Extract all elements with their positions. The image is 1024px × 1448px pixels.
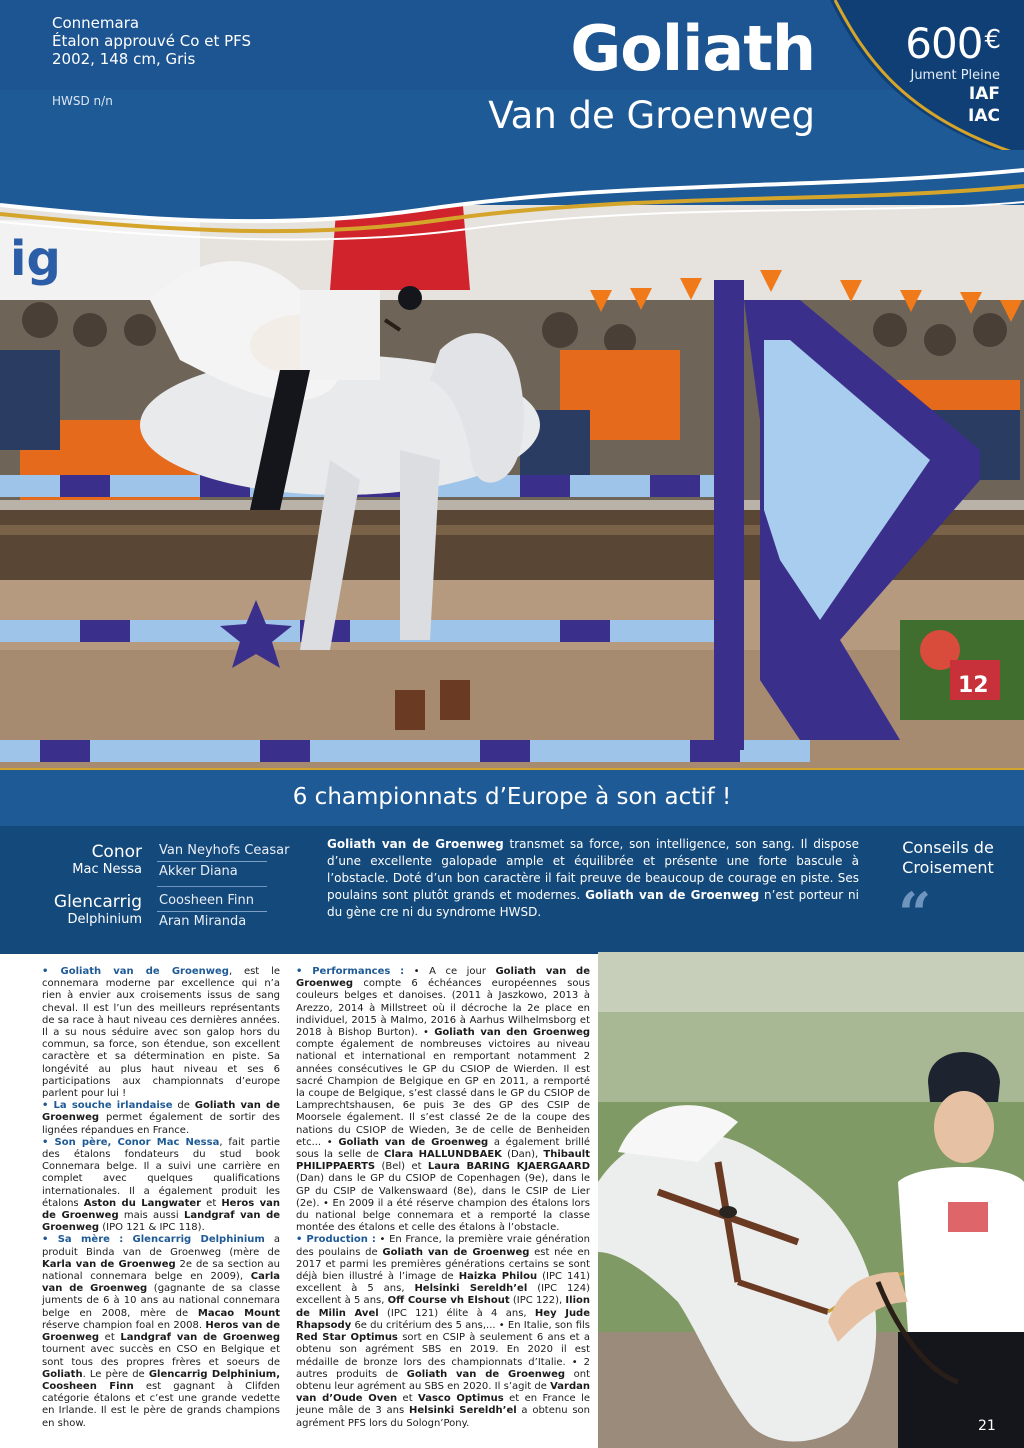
para-text: et: [201, 1197, 222, 1209]
para-bold: Goliath van de Groenweg: [382, 1246, 530, 1258]
show-jumping-illustration: [0, 180, 1024, 770]
para-bold: Goliath van de Groenweg: [42, 1100, 280, 1124]
granddam-paternal: Akker Diana: [159, 864, 238, 879]
para-text: de: [172, 1100, 195, 1112]
grandsire-maternal: Coosheen Finn: [159, 893, 254, 908]
para-bold: Thibault PHILIPPAERTS: [296, 1149, 590, 1173]
para-text: sort en CSIP à seulement 6 ans et a obtenu son agrément SBS en 2019. En 2020 il est médaille de bronze lors des championnats d’Italie. • 2 autres produits de: [296, 1332, 590, 1380]
paragraph-performances: [296, 966, 590, 1234]
para-text: • A ce jour: [404, 966, 496, 977]
para-bold: Helsinki Sereldh’el: [409, 1405, 517, 1417]
para-text: et: [397, 1393, 419, 1405]
tag-iac: IAC: [968, 106, 1000, 126]
para-bold: Karla van de Groenweg: [42, 1258, 176, 1270]
para-bold: Goliath van de Groenweg: [296, 966, 591, 990]
para-text: réserve champion foal en 2008.: [42, 1319, 206, 1331]
para-text: 2e de sa section au national connemara belge en 2009),: [42, 1258, 280, 1283]
text-column-left: [42, 966, 280, 1430]
para-text: (gagnante de sa classe juments de 6 à 10 ans au national connemara belge en 2008, mère de: [42, 1283, 280, 1319]
para-bold: Goliath van de Groenweg: [406, 1368, 566, 1380]
para-text: • En France, la première vraie génération des poulains de: [296, 1234, 590, 1258]
para-heading: • Performances :: [296, 966, 405, 977]
para-text: (IPC 141) excellent à 5 ans,: [296, 1271, 590, 1295]
para-bold: Helsinki Sereldh’el: [414, 1283, 528, 1295]
para-bold: Goliath van de Groenweg: [338, 1136, 489, 1148]
header-curve: [0, 150, 1024, 260]
approval-text: Étalon approuvé Co et PFS: [52, 32, 252, 50]
desc-text: n’est porteur ni du gène cre ni du syndrome HWSD.: [327, 888, 859, 919]
para-text: (Bel) et: [375, 1161, 428, 1173]
paragraph-production: [296, 1234, 590, 1429]
price: [880, 16, 1000, 68]
para-text: 6e du critérium des 5 ans,... • En Italie, son fils: [351, 1319, 590, 1331]
para-text: a également brillé sous la selle de: [296, 1136, 590, 1161]
para-text: , fait partie des étalons fondateurs du stud book Connemara belge. Il a suivi une carrière en complet avec quelques qualifications internationales. Il a également produit les étalons: [42, 1136, 280, 1209]
para-bold: Glencarrig Delphinium, Coosheen Finn: [42, 1368, 280, 1392]
para-heading: • Son père, Conor Mac Nessa: [42, 1136, 220, 1148]
para-bold: Off Course vh Elshout: [387, 1295, 510, 1307]
para-text: a obtenu son agrément PFS lors du Sologn’Pony.: [296, 1405, 590, 1429]
desc-horse-name: Goliath van de Groenweg: [585, 888, 760, 902]
granddam-maternal: Aran Miranda: [159, 914, 247, 929]
para-text: compte 6 échéances européennes sous couleurs belges et danoises. (2011 à Jaszkowo, 2013 à Arezzo, 2014 à Millstreet où il décroche la 2e place en individuel, 2015 à Malmo, 2016 à Aarhus Wilhelmsborg et 2018 à Bishop Burton). •: [296, 978, 590, 1039]
headline-text: 6 championnats d’Europe à son actif !: [292, 784, 732, 810]
pedigree-divider: [157, 911, 267, 912]
para-text: est gagnant à Clifden catégorie étalons et c’est une grande vedette en Irlande. Il est le père de grands champions en show.: [42, 1380, 280, 1429]
para-bold: Vasco Optimus: [418, 1393, 504, 1405]
pedigree-bar: [0, 826, 1024, 954]
para-bold: Heros van de Groenweg: [42, 1197, 280, 1222]
para-text: , est le connemara moderne par excellence qui n’a rien à envier aux croisements issus de sang cheval. Il est l’un des meilleurs représentants de sa race à haut niveau ces dernières années. Il a su nous séduire avec son galop hors du commun, sa force, son étendue, son excellent caractère et sa détermination en piste. Sa longévité au plus haut niveau et ses 6 participations aux championnats d’europe parlent pour lui !: [42, 966, 280, 1100]
grandsire-paternal: Van Neyhofs Ceasar: [159, 843, 290, 858]
advice-line-1: Conseils de: [902, 838, 994, 857]
sire-name-sub: Mac Nessa: [72, 862, 142, 877]
para-text: permet également de sortir des lignées répandues en France.: [42, 1112, 280, 1136]
price-note: Jument Pleine: [910, 68, 1000, 83]
dam-name: Glencarrig: [53, 892, 142, 912]
para-text: a produit Binda van de Groenweg (mère de: [42, 1234, 280, 1258]
price-currency: €: [984, 25, 1000, 55]
svg-text:12: 12: [958, 673, 989, 698]
horse-name: Goliath: [570, 12, 815, 85]
price-value: 600: [905, 19, 983, 68]
para-text: (IPC 122),: [509, 1295, 566, 1307]
page-number: 21: [978, 1418, 996, 1434]
para-bold: Landgraf van de Groenweg: [120, 1332, 280, 1344]
para-bold: Haizka Philou: [458, 1271, 538, 1283]
para-bold: Macao Mount: [197, 1307, 280, 1319]
horse-info: [52, 14, 251, 68]
desc-text: transmet sa force, son intelligence, son sang. Il dispose d’une excellente galopade ample et équilibrée et présente une forte bascule à l’obstacle. Doté d’un bon caractère il fait preuve de beaucoup de courage en piste. Ses poulains sont plutôt grands et modernes.: [327, 837, 859, 902]
pedigree-divider: [157, 886, 267, 887]
para-bold: Landgraf van de Groenweg: [42, 1210, 281, 1234]
breeding-description: [327, 836, 859, 921]
para-heading: • Production :: [296, 1234, 376, 1246]
paragraph-souche: [42, 1100, 280, 1137]
para-text: mais aussi: [118, 1210, 184, 1222]
para-text: . Le père de: [82, 1368, 149, 1380]
hero-photo: [0, 180, 1024, 770]
para-bold: Aston du Langwater: [83, 1197, 202, 1209]
price-box: [880, 16, 1000, 127]
tag-iaf: IAF: [968, 84, 1000, 104]
para-text: (Dan) dans le GP du CSIOP de Copenhagen (9e), dans le GP du CSIP de Valkenswaard (8e), dans le CSIP de Lier (2e). • En 2009 il a été réserve champion des étalons lors du national belge connemara et a remporté la classe montée des étalons et celle des étalons à l’obstacle.: [296, 1173, 590, 1234]
text-column-middle: [296, 966, 590, 1430]
para-bold: Vardan van d’Oude Oven: [296, 1380, 590, 1405]
para-bold: Clara HALLUNDBAEK: [384, 1149, 502, 1161]
para-text: (Dan),: [501, 1149, 544, 1161]
para-text: compte également de nombreuses victoires au niveau national et international en remportant notamment 2 années consécutives le GP du CSIOP de Wierden. Il est sacré Champion de Belgique en GP en 2011, a remporté la coupe de Belgique, s’est classé dans le GP du CSIOP de Lamprechtshausen, 6e puis 3e des GP des CSIP de Moorsele également. Il s’est classé 2e de la coupe des nations du CSIOP de Wieden, 3e de celle de Benheiden etc... •: [296, 1039, 590, 1148]
sire-name: Conor: [91, 842, 142, 862]
handler-photo: [598, 952, 1024, 1448]
para-text: et: [99, 1332, 121, 1344]
para-text: (IPC 124) excellent à 5 ans,: [296, 1283, 590, 1307]
advice-line-2: Croisement: [902, 858, 994, 877]
para-text: est née en 2017 et parmi les premières générations certains se sont déjà bien illustré à l’image de: [296, 1246, 590, 1283]
details-text: 2002, 148 cm, Gris: [52, 50, 196, 68]
horse-and-handler-illustration: [598, 952, 1024, 1448]
para-bold: Goliath: [42, 1368, 83, 1380]
para-bold: Red Star Optimus: [296, 1332, 398, 1344]
para-bold: Goliath van den Groenweg: [434, 1027, 591, 1039]
para-heading: • La souche irlandaise: [42, 1100, 173, 1112]
quote-icon: “: [898, 880, 932, 948]
advice-heading: [878, 838, 1018, 878]
headline-banner: [0, 768, 1024, 826]
horse-surname: Van de Groenweg: [488, 94, 815, 137]
paragraph-pere: [42, 1137, 280, 1235]
breed-text: Connemara: [52, 14, 140, 32]
para-text: (IPC 121) élite à 4 ans,: [378, 1307, 535, 1319]
para-heading: • Sa mère : Glencarrig Delphinium: [42, 1234, 265, 1246]
para-bold: Carla van de Groenweg: [42, 1271, 280, 1295]
para-bold: Hey Jude Rhapsody: [296, 1307, 590, 1331]
svg-text:ig: ig: [10, 231, 61, 287]
para-heading: • Goliath van de Groenweg: [42, 966, 229, 977]
para-text: ont obtenu leur agrément au SBS en 2020. Il s’agit de: [296, 1368, 590, 1392]
para-bold: Laura BARING KJAERGAARD: [427, 1161, 590, 1173]
pedigree-divider: [157, 861, 267, 862]
para-bold: Heros van de Groenweg: [42, 1319, 280, 1344]
dam-name-sub: Delphinium: [67, 912, 142, 927]
para-bold: Ilion de Milin Avel: [296, 1295, 590, 1319]
paragraph-intro: [42, 966, 280, 1100]
para-text: (IPO 121 & IPC 118).: [99, 1222, 205, 1234]
para-text: et en France le jeune mâle de 3 ans: [296, 1393, 590, 1417]
hwsd-text: HWSD n/n: [52, 94, 113, 108]
paragraph-mere: [42, 1234, 280, 1429]
desc-horse-name: Goliath van de Groenweg: [327, 837, 504, 851]
para-text: tournent avec succès en CSO en Belgique et sont tous des propres frères et soeurs de: [42, 1344, 280, 1368]
